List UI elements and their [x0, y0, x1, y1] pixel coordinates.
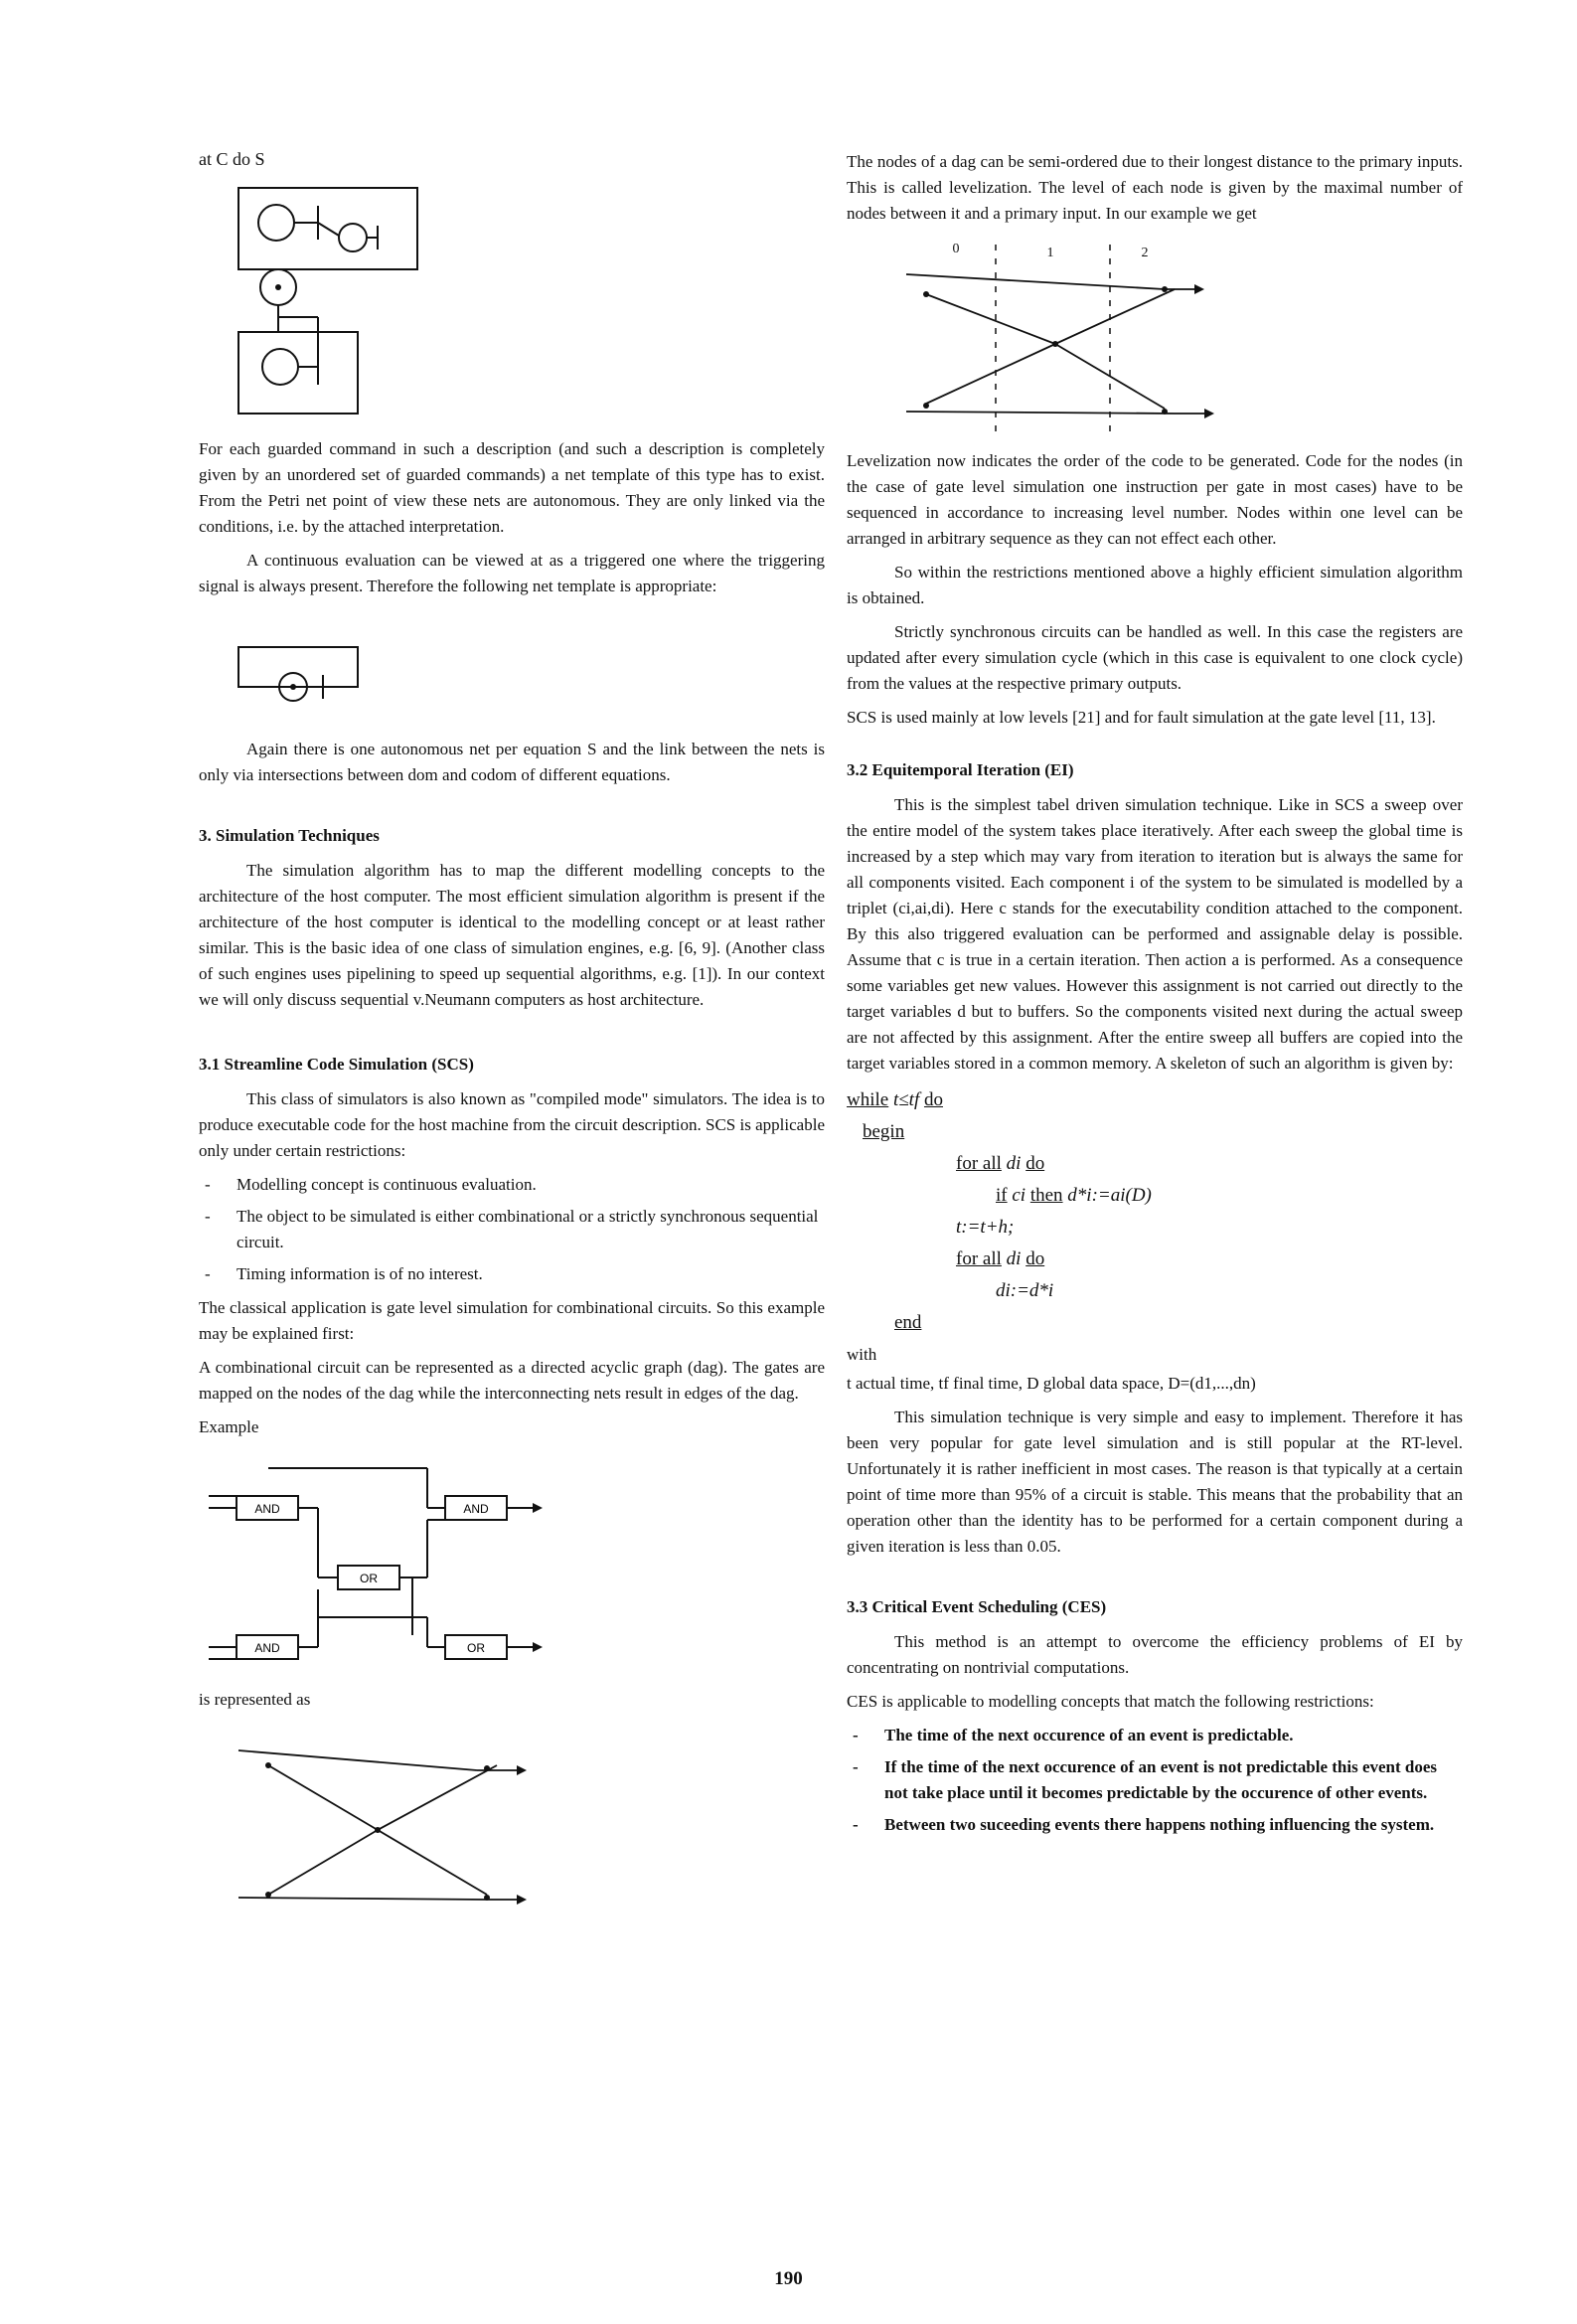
scs-restrictions-list — [199, 1172, 825, 1287]
section-3-title: 3. Simulation Techniques — [199, 826, 380, 845]
section-3-1-title: 3.1 Streamline Code Simulation (SCS) — [199, 1055, 474, 1074]
paragraph-synchronous: Strictly synchronous circuits can be handled as well. In this case the registers are updated after every simulation cycle (which in this case is equivalent to one clock cycle) from the values at the respective primary outputs. — [847, 622, 1463, 693]
paragraph-scs-intro: This class of simulators is also known as "compiled mode" simulators. The idea is to produce executable code for the host machine from the circuit description. SCS is applicable only under certain restrictions: — [199, 1089, 825, 1160]
paragraph-efficient: So within the restrictions mentioned above a highly efficient simulation algorithm is obtained. — [847, 563, 1463, 607]
list-item: - Modelling concept is continuous evaluation. — [199, 1172, 825, 1198]
levelized-dag-figure — [847, 235, 1463, 448]
paragraph-ces-intro: This method is an attempt to overcome the efficiency problems of EI by concentrating on nontrivial computations. — [847, 1632, 1463, 1677]
paragraph-ces-restrictions: CES is applicable to modelling concepts that match the following restrictions: — [847, 1692, 1374, 1711]
right-column — [847, 149, 1463, 1846]
continuous-net-template-figure — [199, 607, 825, 737]
dag-figure — [199, 1721, 825, 1919]
paragraph-simulation-techniques: The simulation algorithm has to map the different modelling concepts to the architecture of the host computer. The most efficient simulation algorithm is present if the architecture of the host computer is identical to the modelling concept or at least rather similar. This is the basic idea of one class of simulation engines, e.g. [6, 9]. (Another class of such engines uses pipelining to speed up sequential algorithms, e.g. [1]). In our context we will only discuss sequential v.Neumann computers as host architecture. — [199, 861, 825, 1009]
gate-label: AND — [254, 1502, 280, 1516]
paragraph-classical-application: The classical application is gate level simulation for combinational circuits. So this example may be explained first: — [199, 1298, 825, 1343]
level-label: 2 — [1141, 246, 1149, 260]
paragraph-dag: A combinational circuit can be represented as a directed acyclic graph (dag). The gates are mapped on the nodes of the dag while the interconnecting nets result in edges of the dag. — [199, 1358, 825, 1403]
section-3-2-title: 3.2 Equitemporal Iteration (EI) — [847, 760, 1074, 779]
list-item: - The object to be simulated is either combinational or a strictly synchronous sequential circuit. — [199, 1204, 825, 1255]
list-item: - The time of the next occurence of an event is predictable. — [847, 1723, 1463, 1748]
ces-restrictions-list — [847, 1723, 1463, 1838]
paragraph-ei: This is the simplest tabel driven simulation technique. Like in SCS a sweep over the entire model of the system takes place iteratively. After each sweep the global time is increased by a step which may vary from iteration to iteration but is always the same for all components visited. Each component i of the system to be simulated is modelled by a triplet (ci,ai,di). Here c stands for the executability condition attached to the component. By this also triggered evaluation can be performed and assignable delay is possible. Assume that c is true in a certain iteration. Then action a is performed. As a consequence some variables get new values. However this assignment is not carried out directly to the target variables d but to buffers. So the components visited next during the actual sweep are not affected by this assignment. After the entire sweep all buffers are copied into the target variables stored in a common memory. A skeleton of such an algorithm is given by: — [847, 795, 1463, 1073]
left-column — [199, 149, 825, 1919]
gate-label: OR — [360, 1572, 378, 1585]
list-item: - If the time of the next occurence of an event is not predictable this event does not take place until it becomes predictable by the occurence of other events. — [847, 1754, 1463, 1806]
gate-label: AND — [254, 1641, 280, 1655]
algorithm-skeleton: while t≤tf do begin for all di do if ci then d*i:=ai(D) t:=t+h; for all di do di:=d*i end with — [847, 1089, 1152, 1364]
petri-net-template-figure — [199, 178, 825, 436]
list-item: - Timing information is of no interest. — [199, 1261, 825, 1287]
section-3-3-title: 3.3 Critical Event Scheduling (CES) — [847, 1597, 1107, 1616]
level-label: 1 — [1046, 246, 1054, 260]
page-number: 190 — [774, 2268, 803, 2289]
gate-label: OR — [467, 1641, 485, 1655]
gate-label: AND — [463, 1502, 489, 1516]
paragraph-autonomous-net: Again there is one autonomous net per equation S and the link between the nets is only via intersections between dom and codom of different equations. — [199, 740, 825, 784]
algorithm-legend: t actual time, tf final time, D global data space, D=(d1,...,dn) — [847, 1374, 1256, 1393]
list-item: - Between two suceeding events there happens nothing influencing the system. — [847, 1812, 1463, 1838]
gate-circuit-figure — [199, 1448, 825, 1687]
represented-as-label: is represented as — [199, 1690, 311, 1709]
paragraph-levelization-order: Levelization now indicates the order of the code to be generated. Code for the nodes (in the case of gate level simulation one instruction per gate in most cases) have to be sequenced in accordance to increasing level number. Nodes within one level can be arranged in arbitrary sequence as they can not effect each other. — [847, 451, 1463, 548]
paragraph-ei-evaluation: This simulation technique is very simple and easy to implement. Therefore it has been very popular for gate level simulation and is still popular at the RT-level. Unfortunately it is rather inefficient in most cases. The reason is that typically at a certain point of time more than 95% of a circuit is stable. This means that the probability that an operation other than the identity has to be performed for a certain component during a given iteration is less than 0.05. — [847, 1408, 1463, 1556]
paragraph-continuous-evaluation: A continuous evaluation can be viewed at as a triggered one where the triggering signal is always present. Therefore the following net template is appropriate: — [199, 551, 825, 595]
paragraph-levelization-intro: The nodes of a dag can be semi-ordered due to their longest distance to the primary inputs. This is called levelization. The level of each node is given by the maximal number of nodes between it and a primary input. In our example we get — [847, 152, 1463, 223]
level-label: 0 — [952, 242, 960, 256]
guarded-command-header: at C do S — [199, 149, 265, 169]
example-label: Example — [199, 1417, 259, 1436]
paragraph-guarded-command: For each guarded command in such a description (and such a description is completely given by an unordered set of guarded commands) a net template of this type has to exist. From the Petri net point of view these nets are autonomous. They are only linked via the conditions, i.e. by the attached interpretation. — [199, 439, 825, 536]
paragraph-scs-usage: SCS is used mainly at low levels [21] and for fault simulation at the gate level [11, 13]. — [847, 708, 1436, 727]
